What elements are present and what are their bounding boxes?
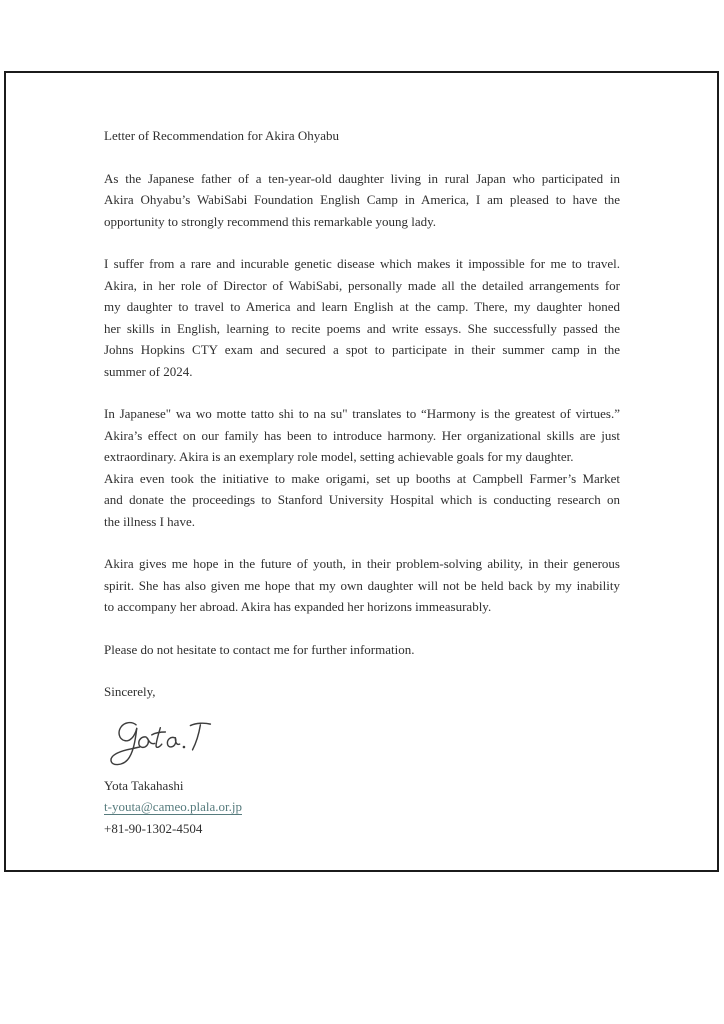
paragraph-contact-invite — [104, 639, 620, 661]
letter-line: Johns Hopkins CTY exam and secured a spot to participate in their summer camp in the — [104, 342, 620, 357]
paragraph-intro — [104, 168, 620, 233]
letter-line: her skills in English, learning to recite poems and write essays. She successfully passed the — [104, 320, 620, 336]
letter-line: and donate the proceedings to Stanford University Hospital which is conducting research on — [104, 492, 620, 507]
letter-line: extraordinary. Akira is an exemplary role model, setting achievable goals for my daughter. — [104, 449, 574, 464]
letter-line: As the Japanese father of a ten-year-old daughter living in rural Japan who participated in — [104, 170, 620, 186]
letter-line: my daughter to travel to America and learn English at the camp. There, my daughter honed — [104, 299, 620, 314]
letter-line: Akira, in her role of Director of WabiSabi, personally made all the detailed arrangements for — [104, 277, 620, 293]
letter-line: Akira Ohyabu’s WabiSabi Foundation English Camp in America, I am pleased to have the — [104, 192, 620, 207]
letter-line: In Japanese" wa wo motte tatto shi to na su" translates to “Harmony is the greatest of virtues.” — [104, 406, 620, 421]
letter-border — [4, 71, 719, 872]
sender-phone: +81-90-1302-4504 — [104, 820, 203, 836]
paragraph-hope — [104, 553, 620, 618]
closing-salutation: Sincerely, — [104, 684, 156, 699]
handwritten-signature — [106, 711, 224, 773]
letter-title: Letter of Recommendation for Akira Ohyabu — [104, 128, 340, 143]
letter-line: Akira’s effect on our family has been to introduce harmony. Her organizational skills are just — [104, 427, 620, 443]
letter-line: the illness I have. — [104, 513, 195, 529]
sender-email-link[interactable]: t-youta@cameo.plala.or.jp — [104, 799, 242, 814]
paragraph-harmony — [104, 403, 620, 468]
letter-body — [6, 73, 717, 870]
letter-line: I suffer from a rare and incurable genetic disease which makes it impossible for me to travel. — [104, 256, 620, 271]
letter-line: spirit. She has also given me hope that my own daughter will not be held back by my inability — [104, 577, 620, 593]
letter-line: Please do not hesitate to contact me for further information. — [104, 641, 415, 657]
letter-line: Akira gives me hope in the future of youth, in their problem-solving ability, in their generous — [104, 556, 620, 571]
letter-line: Akira even took the initiative to make origami, set up booths at Campbell Farmer’s Market — [104, 470, 620, 486]
letter-line: to accompany her abroad. Akira has expanded her horizons immeasurably. — [104, 599, 492, 614]
letter-line: summer of 2024. — [104, 363, 193, 379]
signature-icon — [106, 711, 224, 773]
sender-name: Yota Takahashi — [104, 777, 184, 793]
letter-line: opportunity to strongly recommend this remarkable young lady. — [104, 213, 437, 229]
paragraph-origami — [104, 468, 620, 533]
paragraph-camp-story — [104, 253, 620, 382]
